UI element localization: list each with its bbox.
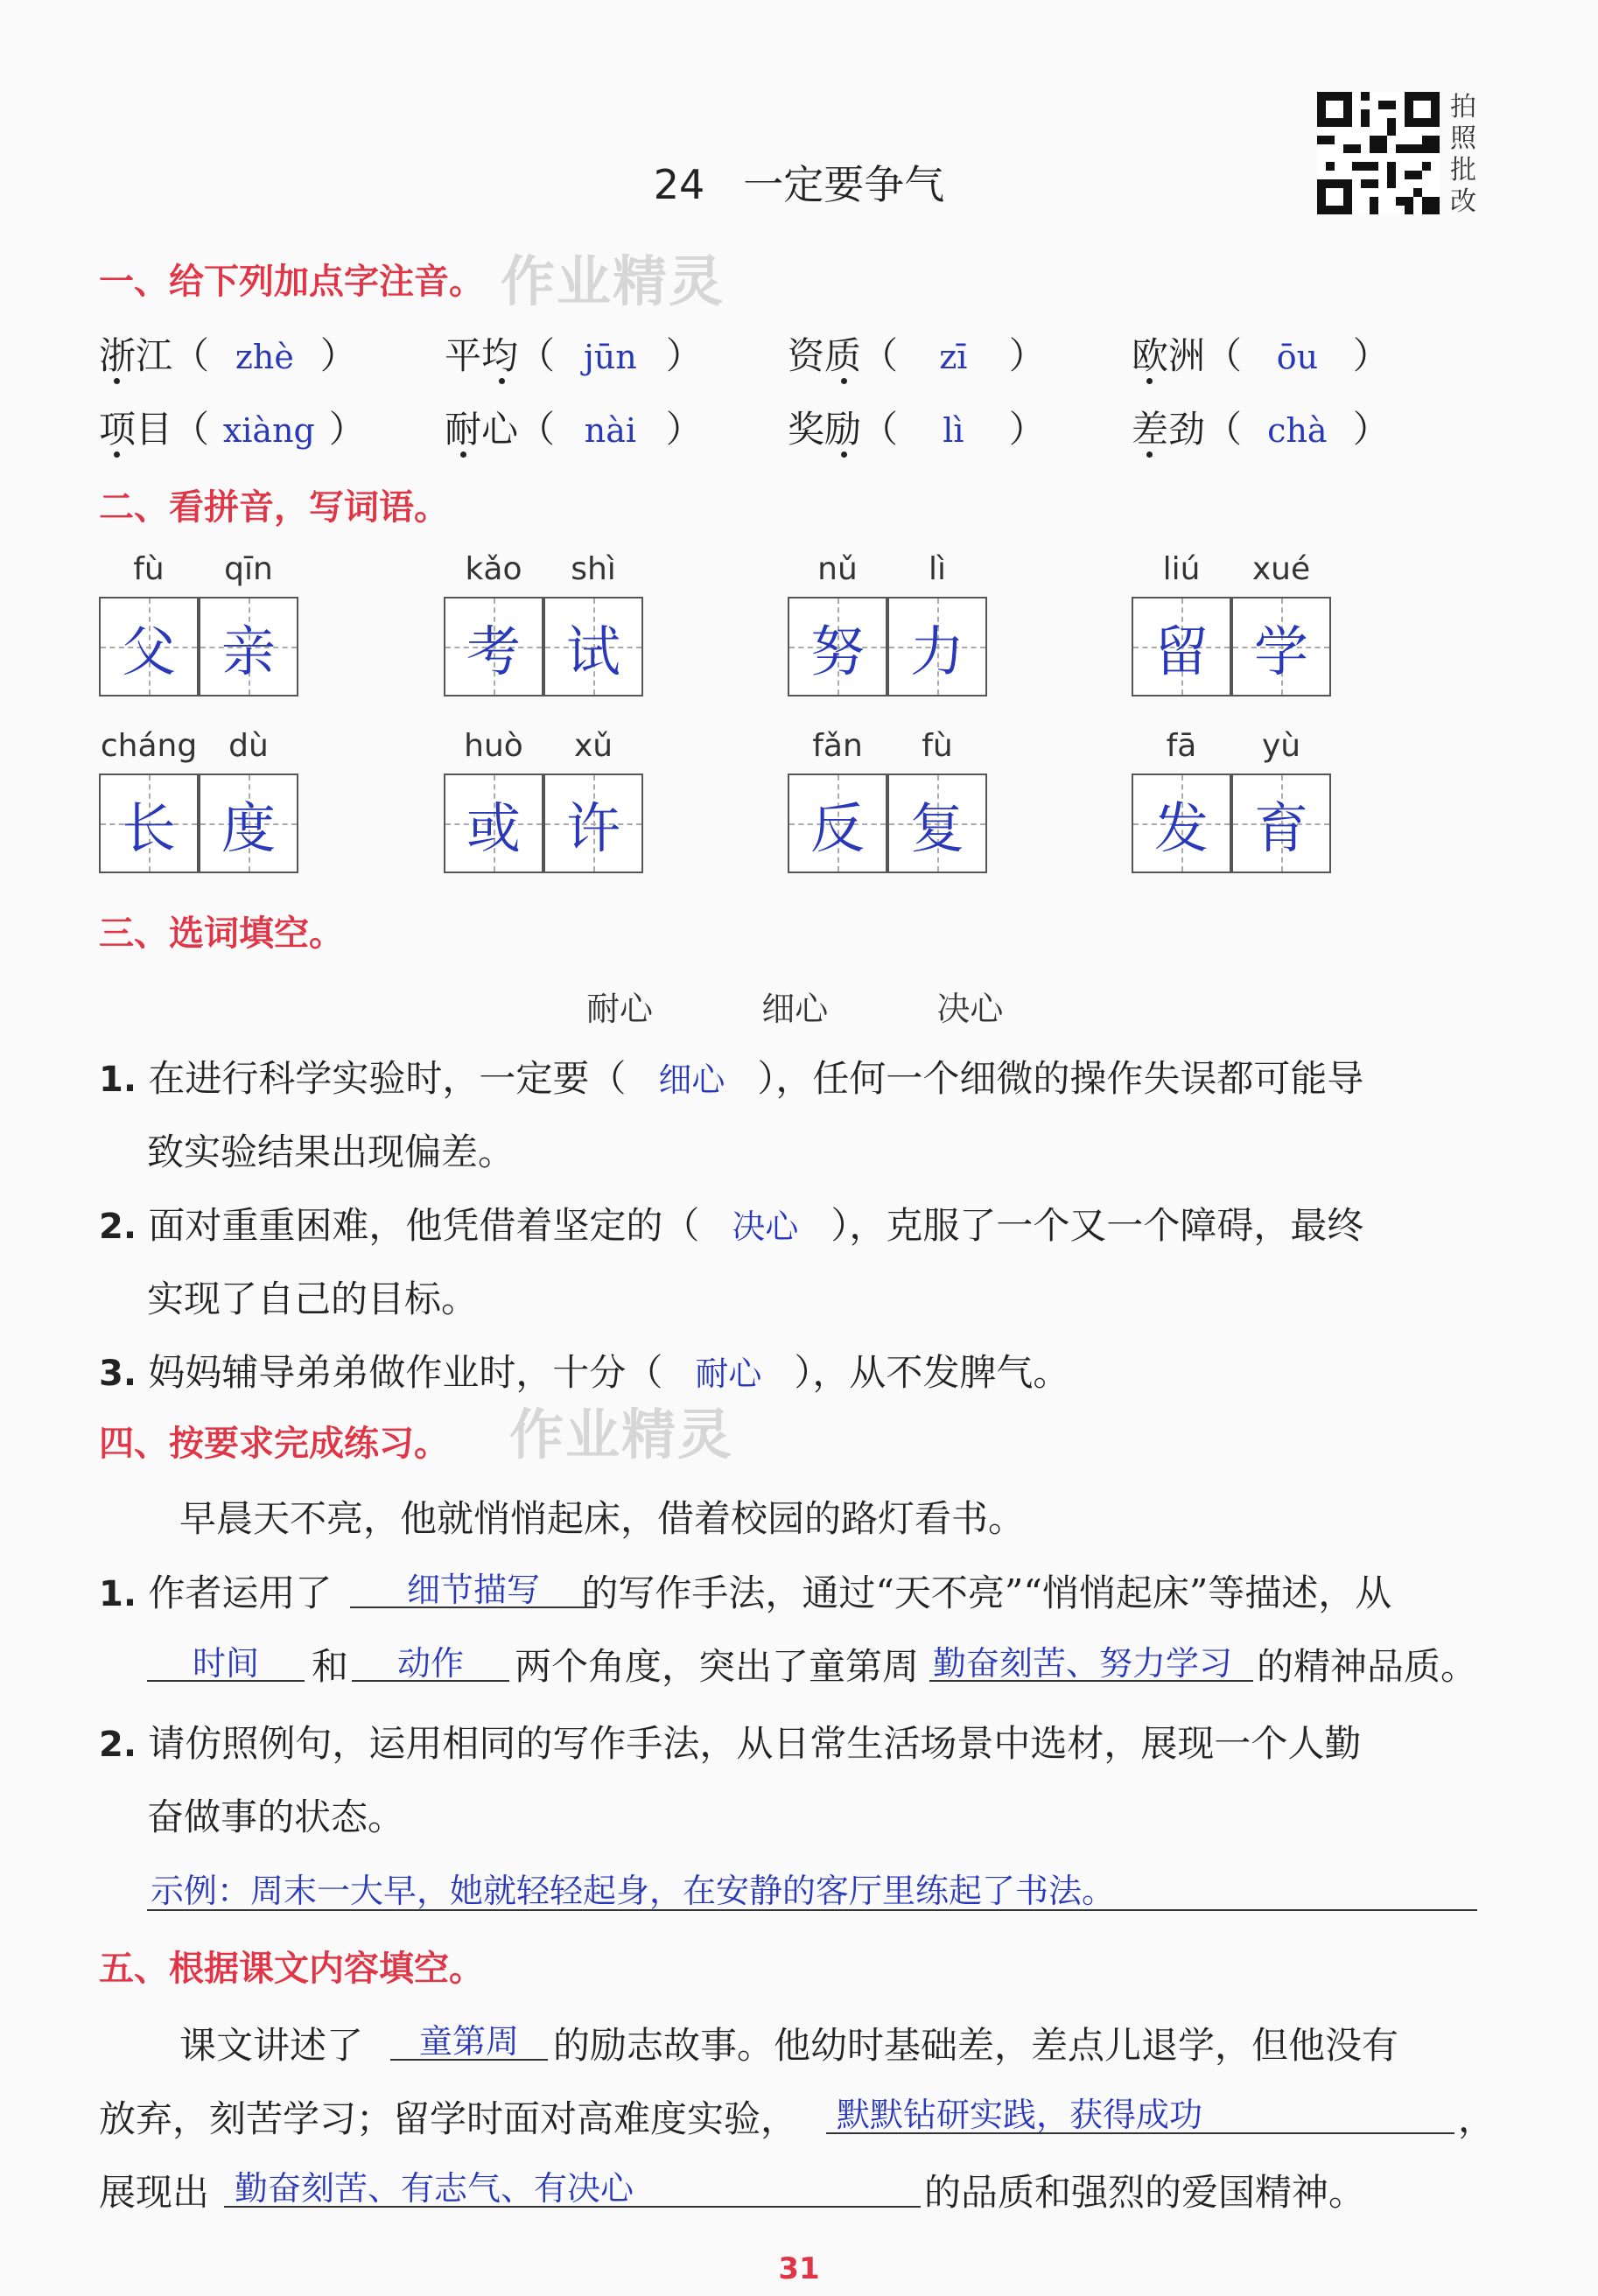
- answer: 决心: [732, 1208, 799, 1246]
- char: 长: [121, 795, 176, 860]
- word: 奖励: [788, 408, 862, 451]
- question-text: 请仿照例句，运用相同的写作手法，从日常生活场景中选材，展现一个人勤: [148, 1722, 1362, 1765]
- pinyin: liú: [1162, 551, 1201, 587]
- question-text: 和: [312, 1645, 349, 1688]
- option-word: 细心: [761, 990, 829, 1028]
- question-text: ），从不发脾气。: [794, 1351, 1070, 1394]
- question-text: 两个角度，突出了童第周: [515, 1645, 920, 1688]
- char-cell: [99, 597, 199, 696]
- word: 资质: [788, 334, 862, 377]
- pinyin: lì: [928, 551, 946, 587]
- question-text: 妈妈辅导弟弟做作业时，十分（: [148, 1351, 663, 1394]
- item-zizhi: 资质（ zī ）: [788, 334, 1046, 377]
- question-number: 3.: [99, 1354, 137, 1394]
- char: 亲: [221, 619, 276, 683]
- answer: 默默钻研实践，获得成功: [837, 2096, 1203, 2134]
- question-text: 在进行科学实验时，一定要（: [148, 1057, 627, 1100]
- question-number: 1.: [99, 1060, 137, 1100]
- char: 学: [1253, 619, 1308, 683]
- char: 复: [909, 795, 964, 860]
- word: 平均: [445, 334, 519, 377]
- char-cell: [444, 597, 543, 696]
- answer: ōu: [1276, 338, 1319, 376]
- char: 试: [565, 619, 620, 683]
- answer: nài: [584, 411, 637, 450]
- pinyin: fù: [922, 728, 953, 764]
- emphasis-dot: [499, 378, 505, 384]
- section2-title: 二、看拼音，写词语。: [99, 487, 449, 528]
- char-cell: [1132, 597, 1231, 696]
- item-ouzhou: 欧洲（ ōu ）: [1132, 334, 1390, 377]
- qr-label-char: 照: [1450, 123, 1476, 154]
- lesson-title-text: 一定要争气: [743, 161, 945, 208]
- qr-label-char: 拍: [1450, 92, 1476, 122]
- word: 浙江: [99, 334, 173, 377]
- answer: zhè: [235, 338, 294, 376]
- char: 力: [909, 619, 964, 683]
- option-word: 耐心: [586, 990, 654, 1028]
- word: 耐心: [445, 408, 519, 451]
- char: 反: [810, 795, 865, 860]
- word-options: [586, 982, 1003, 1030]
- section1-title: 一、给下列加点字注音。: [99, 262, 484, 302]
- question-text: 面对重重困难，他凭借着坚定的（: [148, 1204, 700, 1247]
- answer: chà: [1267, 411, 1328, 450]
- example-answer: 示例：周末一大早，她就轻轻起身，在安静的客厅里练起了书法。: [151, 1872, 1116, 1910]
- char-cell: [543, 774, 643, 873]
- page-number: 31: [778, 2251, 820, 2286]
- item-naixin: 耐心（ nài ）: [445, 408, 703, 451]
- char: 父: [121, 619, 176, 683]
- question-2: [99, 1197, 1363, 1250]
- watermark: 作业精灵: [501, 249, 725, 313]
- answer: 细节描写: [406, 1571, 540, 1609]
- pinyin: fù: [133, 551, 165, 587]
- item-zhejiang: 浙江（ zhè ）: [99, 334, 357, 377]
- answer: zī: [939, 338, 968, 376]
- answer: 耐心: [695, 1354, 762, 1393]
- s5-text: 课文讲述了: [179, 2024, 364, 2067]
- char-cell: [199, 597, 298, 696]
- watermark: 作业精灵: [509, 1403, 734, 1466]
- char: 度: [221, 795, 276, 860]
- char-cell: [1231, 774, 1331, 873]
- emphasis-dot: [1146, 452, 1153, 458]
- char: 努: [810, 619, 865, 683]
- answer: xiàng: [222, 411, 315, 450]
- s5-text: ，: [1458, 2097, 1496, 2140]
- pinyin: fǎn: [812, 728, 863, 764]
- emphasis-dot: [114, 378, 120, 384]
- pinyin: xué: [1251, 551, 1311, 587]
- pinyin: shì: [571, 551, 616, 587]
- answer: 时间: [192, 1644, 259, 1683]
- char: 许: [565, 795, 620, 860]
- char: 或: [466, 795, 521, 860]
- word: 差劲: [1132, 408, 1206, 451]
- question-1: [99, 1050, 1363, 1102]
- answer: lì: [943, 411, 964, 450]
- question-3: [99, 1344, 1069, 1396]
- option-word: 决心: [936, 990, 1004, 1028]
- char-cell: [199, 774, 298, 873]
- s5-text: 的品质和强烈的爱国精神。: [924, 2171, 1366, 2214]
- emphasis-dot: [1146, 378, 1153, 384]
- pinyin: qīn: [224, 551, 273, 587]
- s5-text: 展现出: [99, 2171, 210, 2214]
- lesson-number: 24: [653, 161, 705, 208]
- item-xiangmu: 项目（ xiàng ）: [99, 408, 366, 451]
- question-2-line2: 实现了自己的目标。: [147, 1278, 479, 1320]
- section4-title: 四、按要求完成练习。: [99, 1424, 449, 1464]
- question-number: 2.: [99, 1207, 137, 1247]
- pinyin: dù: [228, 728, 269, 764]
- pinyin: huò: [464, 728, 523, 764]
- section5-title: 五、根据课文内容填空。: [99, 1949, 484, 1989]
- char-cell: [1132, 774, 1231, 873]
- qr-code-icon[interactable]: [1317, 92, 1440, 214]
- word: 欧洲: [1132, 334, 1206, 377]
- pinyin: cháng: [100, 728, 198, 764]
- s4-question-1: [99, 1564, 1391, 1617]
- answer: 动作: [396, 1644, 464, 1683]
- emphasis-dot: [841, 452, 847, 458]
- char-cell: [444, 774, 543, 873]
- question-number: 2.: [99, 1725, 137, 1765]
- char-cell: [887, 774, 987, 873]
- answer: 细心: [658, 1060, 725, 1099]
- s4-question-2: [99, 1715, 1361, 1768]
- item-jiangli: 奖励（ lì ）: [788, 408, 1046, 451]
- char-cell: [887, 597, 987, 696]
- pinyin: nǔ: [817, 551, 858, 587]
- qr-label-char: 改: [1450, 186, 1476, 217]
- s5-text: 放弃，刻苦学习；留学时面对高难度实验，: [99, 2097, 798, 2140]
- item-chajin: 差劲（ chà ）: [1132, 408, 1390, 451]
- question-text: ），任何一个细微的操作失误都可能导: [757, 1057, 1364, 1100]
- answer: 勤奋刻苦、努力学习: [933, 1644, 1233, 1683]
- answer: jūn: [584, 338, 637, 376]
- emphasis-dot: [114, 452, 120, 458]
- s5-text: 的励志故事。他幼时基础差，差点儿退学，但他没有: [553, 2024, 1399, 2067]
- qr-label-char: 批: [1450, 155, 1476, 186]
- question-number: 1.: [99, 1574, 137, 1614]
- pinyin: yù: [1261, 728, 1301, 764]
- char-cell: [99, 774, 199, 873]
- qr-label: [1450, 92, 1482, 218]
- answer: 童第周: [418, 2022, 519, 2061]
- answer: 勤奋刻苦、有志气、有决心: [235, 2169, 634, 2208]
- emphasis-dot: [841, 378, 847, 384]
- s4-question-2-line2: 奋做事的状态。: [147, 1796, 405, 1838]
- char: 考: [466, 619, 521, 683]
- section3-title: 三、选词填空。: [99, 914, 344, 954]
- pinyin: xǔ: [573, 728, 613, 764]
- char-cell: [788, 774, 887, 873]
- char-cell: [788, 597, 887, 696]
- char: 留: [1153, 619, 1209, 683]
- question-text: 作者运用了: [148, 1572, 333, 1614]
- char-cell: [543, 597, 643, 696]
- char-cell: [1231, 597, 1331, 696]
- word: 项目: [99, 408, 173, 451]
- item-pingjun: 平均（ jūn ）: [445, 334, 703, 377]
- char: 育: [1253, 795, 1308, 860]
- question-text: 的精神品质。: [1257, 1645, 1478, 1688]
- pinyin: fā: [1166, 728, 1197, 764]
- question-text: ），克服了一个又一个障碍，最终: [831, 1204, 1364, 1247]
- char: 发: [1153, 795, 1209, 860]
- question-text: 的写作手法，通过“天不亮”“悄悄起床”等描述，从: [581, 1572, 1392, 1614]
- pinyin: kǎo: [465, 551, 522, 587]
- question-1-line2: 致实验结果出现偏差。: [147, 1130, 515, 1173]
- example-passage: 早晨天不亮，他就悄悄起床，借着校园的路灯看书。: [179, 1497, 1026, 1540]
- emphasis-dot: [460, 452, 466, 458]
